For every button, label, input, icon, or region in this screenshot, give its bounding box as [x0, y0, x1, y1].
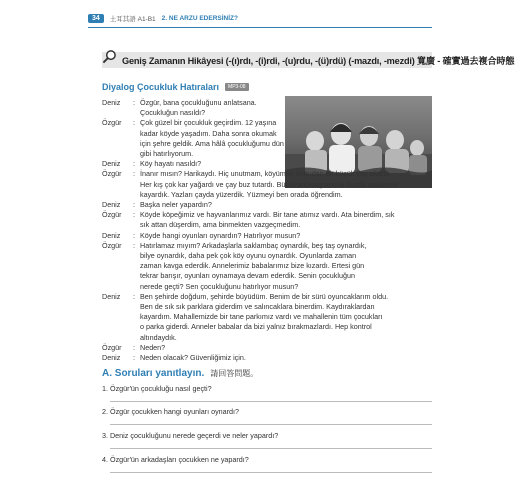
- question-2: 2. Özgür çocukken hangi oyunları oynardı?: [102, 407, 240, 416]
- dialog-line: Ben de sık sık parklara giderdim ve salıncaklara binerdim. Kaydıraklardan: [140, 302, 375, 312]
- answer-line-3[interactable]: [110, 448, 432, 449]
- mp3-badge: MP3-08: [225, 83, 249, 91]
- dialog-line: altındaydık.: [140, 332, 177, 342]
- dialog-turn: [102, 241, 432, 292]
- dialog-turn: [102, 292, 432, 343]
- speaker-colon: :: [133, 200, 135, 210]
- speaker-colon: :: [133, 159, 135, 169]
- dialog-turn: [102, 98, 432, 118]
- speaker-colon: :: [133, 98, 135, 107]
- question-1: 1. Özgür'ün çocukluğu nasıl geçti?: [102, 384, 212, 393]
- dialog-turn: [102, 210, 432, 230]
- speaker-name: Deniz: [102, 230, 121, 240]
- dialog-line: bilye oynardık, daha pek çok köy oyunu oynardık. Oyunlarda zaman: [140, 251, 357, 261]
- speaker-name: Özgür: [102, 240, 122, 250]
- search-icon: [102, 49, 117, 64]
- dialog-line: Hatırlamaz mıyım? Arkadaşlarla saklambaç oynardık, beş taş oynardık,: [140, 240, 367, 250]
- dialog-line: Özgür, bana çocukluğunu anlatsana.: [140, 98, 257, 107]
- dialog-line: İnanır mısın? Harikaydı. Hiç unutmam, köyümün önünden bir küçük çay akardı.: [140, 169, 392, 179]
- question-3: 3. Deniz çocukluğunu nerede geçerdi ve neler yapardı?: [102, 431, 279, 440]
- exercise-title: A. Soruları yanıtlayın.: [102, 368, 205, 379]
- dialog-turn: [102, 159, 432, 169]
- header-divider: [88, 27, 432, 28]
- speaker-colon: :: [133, 353, 135, 363]
- speaker-colon: :: [133, 169, 135, 179]
- book-title: 土耳其語 A1-B1: [109, 16, 156, 23]
- speaker-name: Özgür: [102, 169, 122, 179]
- page-number: 34: [88, 14, 104, 23]
- speaker-colon: :: [133, 342, 135, 352]
- answer-line-1[interactable]: [110, 401, 432, 402]
- section-title: Geniş Zamanın Hikâyesi (-(ı)rdı, -(i)rdi, -(u)rdu, -(ü)rdü) (-mazdı, -mezdi) 寬廣 - 確實過去複合時態: [122, 56, 515, 66]
- dialog-turn: [102, 118, 432, 159]
- dialog-line: Neden?: [140, 342, 166, 352]
- chapter-title: 2. NE ARZU EDERSİNİZ?: [161, 15, 238, 22]
- section-title-bar: [102, 52, 515, 68]
- dialog-line: Her kış çok kar yağardı ve çay buz tutardı. Bütün arkadaşlarımla buzda saatlerce: [140, 179, 398, 189]
- dialog-line: o parka giderdi. Anneler babalar da bizi yalnız bırakmazlardı. Hep kontrol: [140, 322, 372, 332]
- dialog-line: Neden olacak? Güvenliğimiz için.: [140, 353, 246, 363]
- dialog-line: Köy hayatı nasıldı?: [140, 159, 202, 169]
- dialog-line: tekrar barışır, oyunları oynamaya devam ederdik. Senin çocukluğun: [140, 271, 355, 281]
- dialog-line: sık attan düşerdim, ama binmekten vazgeçmedim.: [140, 220, 301, 230]
- dialog-line: nerede geçti? Sen çocukluğunu hatırlıyor musun?: [140, 281, 299, 291]
- speaker-colon: :: [133, 240, 135, 250]
- dialog-line: kadar köyde yaşadım. Daha sonra okumak: [140, 128, 277, 138]
- question-4: 4. Özgür'ün arkadaşları çocukken ne yapardı?: [102, 455, 249, 464]
- dialog-turn: [102, 353, 432, 363]
- dialog-line: Çok güzel bir çocukluk geçirdim. 12 yaşına: [140, 118, 277, 128]
- speaker-name: Özgür: [102, 210, 122, 220]
- dialog-line: gibi hatırlıyorum.: [140, 149, 194, 159]
- dialog-line: Köyde hangi oyunları oynardın? Hatırlıyor musun?: [140, 230, 301, 240]
- exercise-heading: [102, 368, 258, 379]
- dialog-turn: [102, 200, 432, 210]
- dialog-line: kayardık. Yazları çayda yüzerdik. Yüzmeyi ben orada öğrendim.: [140, 189, 343, 199]
- speaker-colon: :: [133, 291, 135, 301]
- dialog-title: Diyalog Çocukluk Hatıraları: [102, 82, 220, 92]
- answer-line-4[interactable]: [110, 472, 432, 473]
- dialog-line: için şehre geldik. Ama hâlâ çocukluğumu dün: [140, 138, 284, 148]
- page-header: [88, 14, 238, 23]
- dialog-turn: [102, 343, 432, 353]
- speaker-name: Deniz: [102, 159, 121, 169]
- exercise-title-chinese: 請回答問題。: [210, 369, 259, 378]
- dialog-text: [102, 98, 432, 363]
- speaker-colon: :: [133, 230, 135, 240]
- speaker-name: Deniz: [102, 291, 121, 301]
- dialog-turn: [102, 169, 432, 200]
- speaker-name: Özgür: [102, 118, 122, 128]
- answer-line-2[interactable]: [110, 424, 432, 425]
- speaker-name: Deniz: [102, 353, 121, 363]
- dialog-line: Köyde köpeğimiz ve hayvanlarımız vardı. Bir tane atımız vardı. Ata binerdim, sık: [140, 210, 395, 220]
- dialog-heading: [102, 82, 249, 92]
- dialog-line: Çocukluğun nasıldı?: [140, 108, 206, 118]
- dialog-line: Ben şehirde doğdum, şehirde büyüdüm. Benim de bir sürü oyuncaklarım oldu.: [140, 291, 389, 301]
- dialog-line: Başka neler yapardın?: [140, 200, 212, 210]
- dialog-line: zaman kavga ederdik. Annelerimiz babalarımız bize kızardı. Ertesi gün: [140, 261, 365, 271]
- speaker-name: Özgür: [102, 342, 122, 352]
- speaker-name: Deniz: [102, 200, 121, 210]
- speaker-name: Deniz: [102, 98, 121, 107]
- dialog-turn: [102, 231, 432, 241]
- speaker-colon: :: [133, 118, 135, 128]
- speaker-colon: :: [133, 210, 135, 220]
- dialog-line: kayardım. Mahallemizde bir tane parkımız vardı ve mahallenin tüm çocukları: [140, 312, 383, 322]
